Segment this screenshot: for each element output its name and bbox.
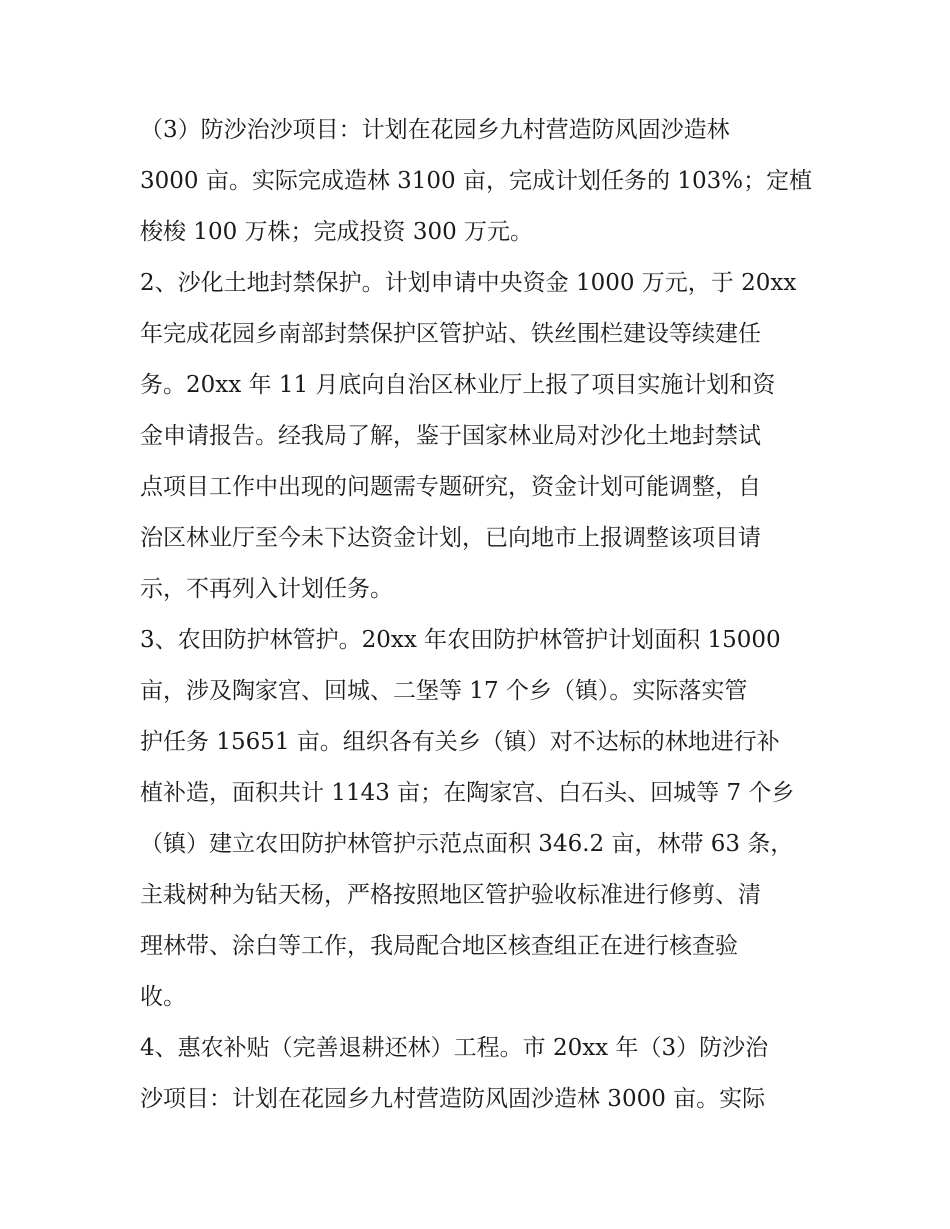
text-line: 主栽树种为钻天杨，严格按照地区管护验收标准进行修剪、清 <box>140 882 761 908</box>
text-line: 梭梭 100 万株；完成投资 300 万元。 <box>140 219 534 245</box>
text-line: 金申请报告。经我局了解，鉴于国家林业局对沙化土地封禁试 <box>140 423 761 449</box>
text-line: （3）防沙治沙项目：计划在花园乡九村营造防风固沙造林 <box>140 117 730 143</box>
document-body <box>140 105 815 1125</box>
paragraph-farmland-shelterbelt <box>140 615 815 1023</box>
text-line: 理林带、涂白等工作，我局配合地区核查组正在进行核查验 <box>140 933 738 959</box>
text-line: 3、农田防护林管护。20xx 年农田防护林管护计划面积 15000 <box>140 627 781 653</box>
text-line: 护任务 15651 亩。组织各有关乡（镇）对不达标的林地进行补 <box>140 729 780 755</box>
text-line: 务。20xx 年 11 月底向自治区林业厅上报了项目实施计划和资 <box>140 372 776 398</box>
text-line: 年完成花园乡南部封禁保护区管护站、铁丝围栏建设等续建任 <box>140 321 761 347</box>
paragraph-sand-control-project <box>140 105 815 258</box>
text-line: 治区林业厅至今未下达资金计划，已向地市上报调整该项目请 <box>140 525 761 551</box>
text-line: 植补造，面积共计 1143 亩；在陶家宫、白石头、回城等 7 个乡 <box>140 780 795 806</box>
text-line: 沙项目：计划在花园乡九村营造防风固沙造林 3000 亩。实际 <box>140 1086 766 1112</box>
text-line: 收。 <box>140 984 186 1010</box>
paragraph-agricultural-subsidy <box>140 1023 815 1125</box>
text-line: 示，不再列入计划任务。 <box>140 576 393 602</box>
text-line: （镇）建立农田防护林管护示范点面积 346.2 亩，林带 63 条， <box>140 831 794 857</box>
paragraph-desertified-land-protection <box>140 258 815 615</box>
text-line: 4、惠农补贴（完善退耕还林）工程。市 20xx 年（3）防沙治 <box>140 1035 769 1061</box>
text-line: 2、沙化土地封禁保护。计划申请中央资金 1000 万元，于 20xx <box>140 270 797 296</box>
text-line: 点项目工作中出现的问题需专题研究，资金计划可能调整，自 <box>140 474 761 500</box>
text-line: 3000 亩。实际完成造林 3100 亩，完成计划任务的 103%；定植 <box>140 168 813 194</box>
text-line: 亩，涉及陶家宫、回城、二堡等 17 个乡（镇）。实际落实管 <box>140 678 748 704</box>
